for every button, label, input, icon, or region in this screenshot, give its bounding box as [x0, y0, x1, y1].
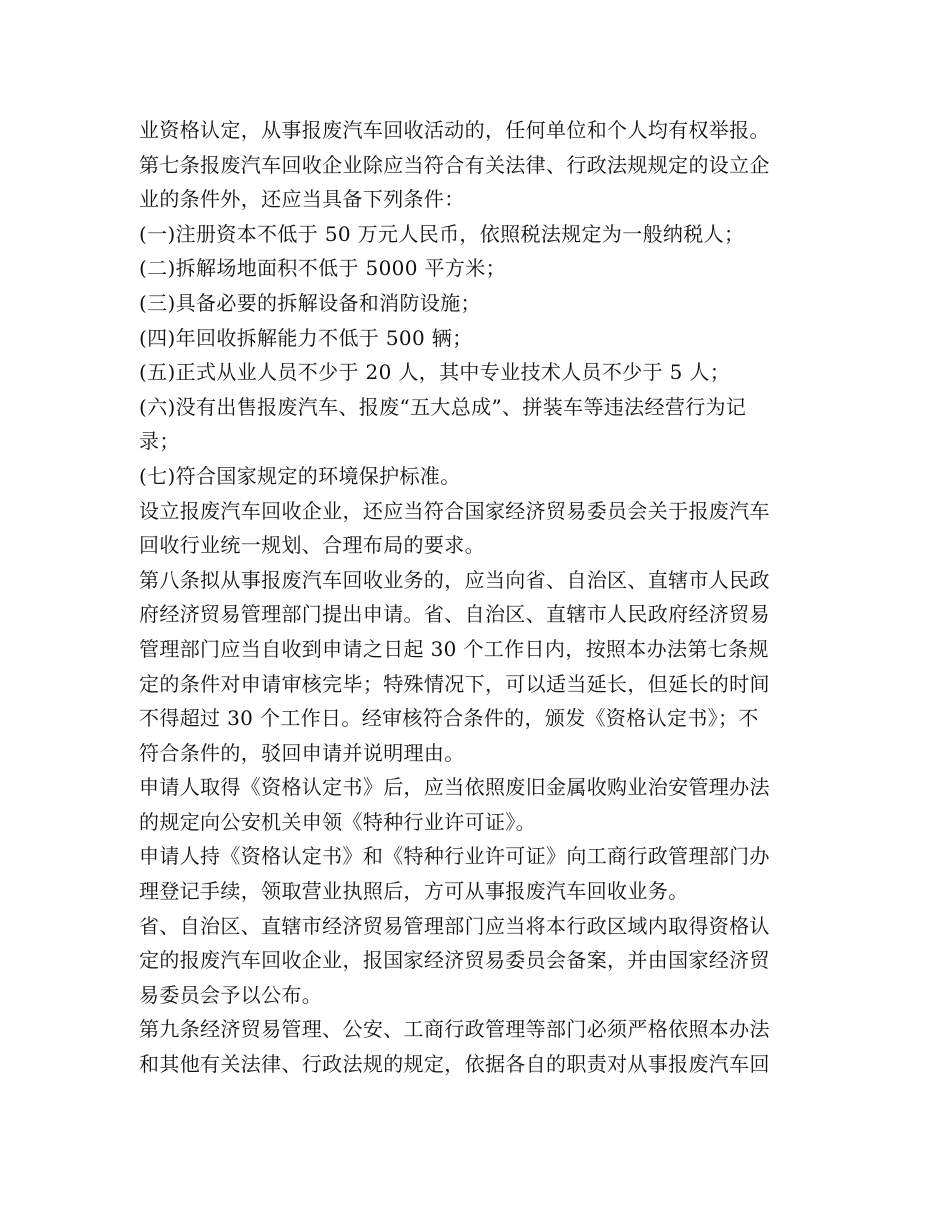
text-line: 定的条件对申请审核完毕；特殊情况下，可以适当延长，但延长的时间 [139, 671, 770, 696]
text-line: (一)注册资本不低于 50 万元人民币，依照税法规定为一般纳税人； [139, 221, 745, 246]
text-line: 府经济贸易管理部门提出申请。省、自治区、直辖市人民政府经济贸易 [139, 602, 770, 627]
text-line: 和其他有关法律、行政法规的规定，依据各自的职责对从事报废汽车回 [139, 1052, 770, 1077]
text-line: 易委员会予以公布。 [139, 982, 323, 1007]
text-line: 业的条件外，还应当具备下列条件： [139, 187, 465, 212]
text-line: 省、自治区、直辖市经济贸易管理部门应当将本行政区域内取得资格认 [139, 913, 770, 938]
text-line: 回收行业统一规划、合理布局的要求。 [139, 533, 485, 558]
text-line: 申请人取得《资格认定书》后，应当依照废旧金属收购业治安管理办法 [139, 775, 770, 800]
text-line: 第九条经济贸易管理、公安、工商行政管理等部门必须严格依照本办法 [139, 1017, 770, 1042]
text-line: 第八条拟从事报废汽车回收业务的，应当向省、自治区、直辖市人民政 [139, 567, 770, 592]
text-line: 业资格认定，从事报废汽车回收活动的，任何单位和个人均有权举报。 [139, 118, 770, 142]
text-line: 的规定向公安机关申领《特种行业许可证》。 [139, 809, 536, 834]
text-line: 录； [139, 429, 180, 454]
text-line: (三)具备必要的拆解设备和消防设施； [139, 290, 481, 315]
text-line: 设立报废汽车回收企业，还应当符合国家经济贸易委员会关于报废汽车 [139, 498, 770, 523]
document-body [139, 113, 819, 1082]
text-line: 不得超过 30 个工作日。经审核符合条件的，颁发《资格认定书》；不 [139, 706, 759, 731]
text-line: (二)拆解场地面积不低于 5000 平方米； [139, 256, 506, 281]
text-line: 第七条报废汽车回收企业除应当符合有关法律、行政法规规定的设立企 [139, 152, 770, 177]
text-line: 管理部门应当自收到申请之日起 30 个工作日内，按照本办法第七条规 [139, 636, 769, 661]
text-line: 申请人持《资格认定书》和《特种行业许可证》向工商行政管理部门办 [139, 844, 770, 869]
text-line: 符合条件的，驳回申请并说明理由。 [139, 740, 465, 765]
text-line: (六)没有出售报废汽车、报废“五大总成”、拼装车等违法经营行为记 [139, 394, 747, 419]
text-line: 定的报废汽车回收企业，报国家经济贸易委员会备案，并由国家经济贸 [139, 948, 770, 973]
text-line: (七)符合国家规定的环境保护标准。 [139, 463, 461, 488]
text-line: (四)年回收拆解能力不低于 500 辆； [139, 325, 473, 350]
text-line: 理登记手续，领取营业执照后，方可从事报废汽车回收业务。 [139, 879, 689, 904]
text-line: (五)正式从业人员不少于 20 人，其中专业技术人员不少于 5 人； [139, 360, 731, 385]
